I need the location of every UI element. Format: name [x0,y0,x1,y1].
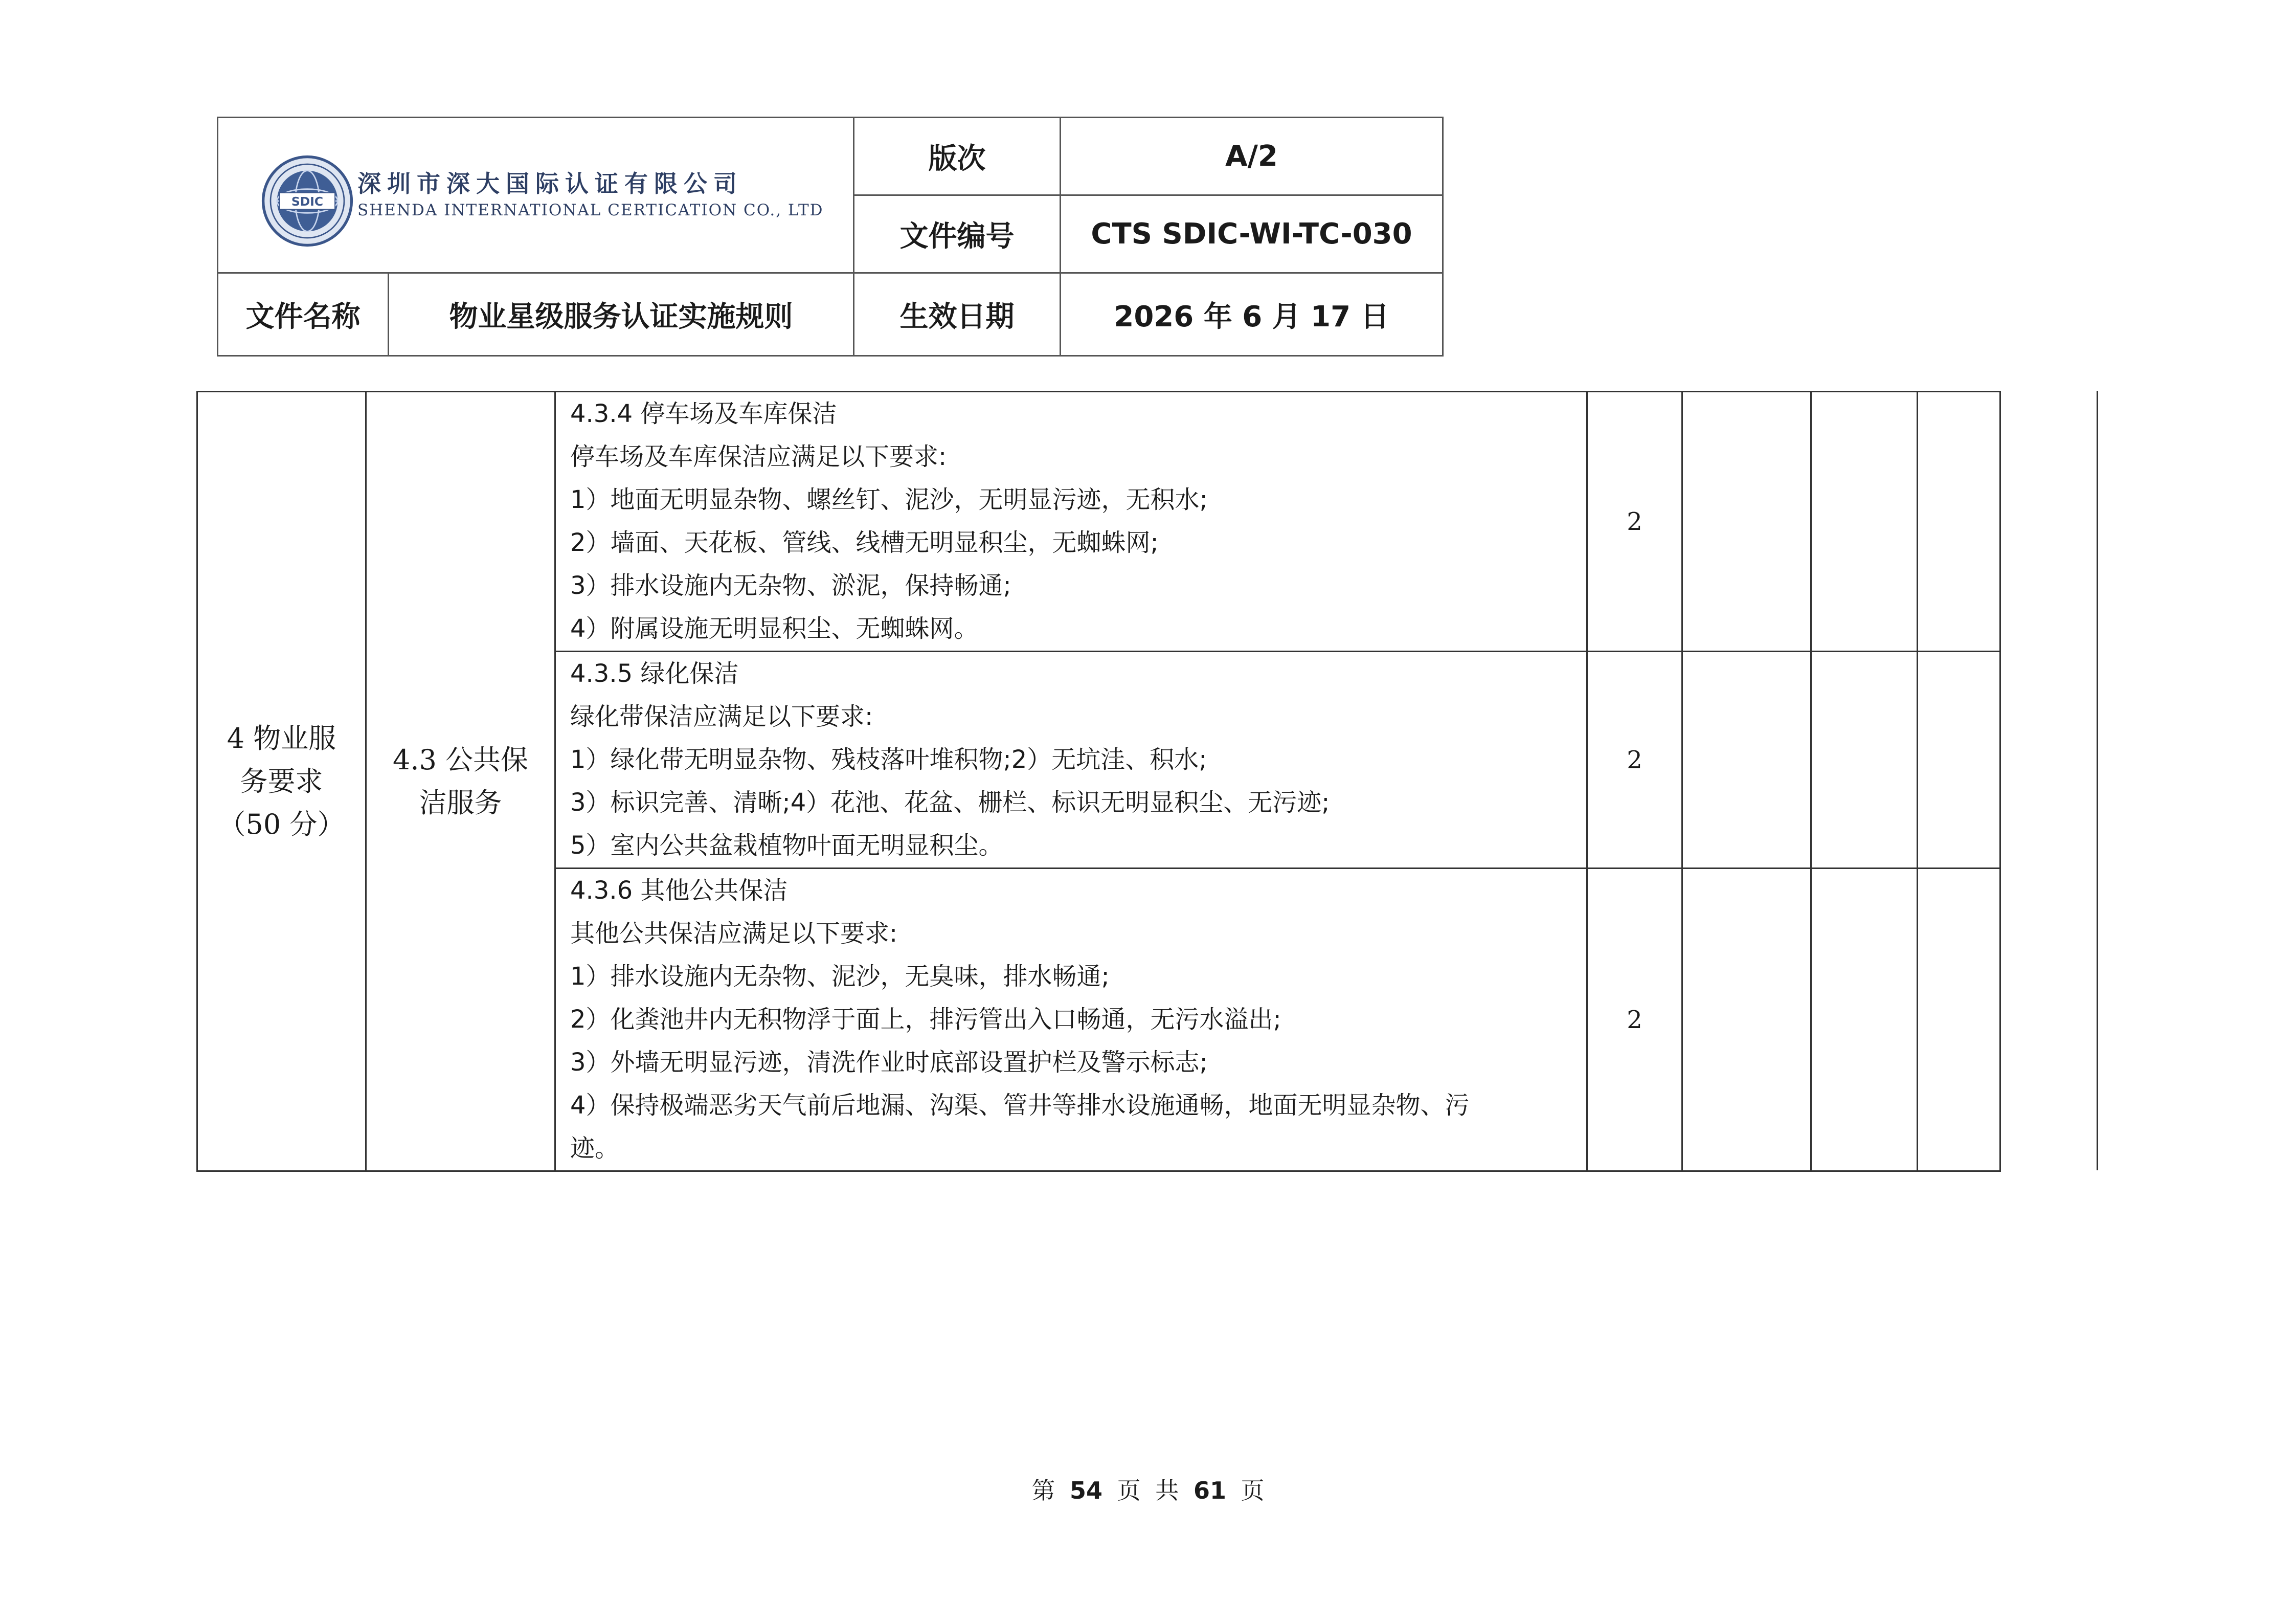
footer-middle: 页 共 [1117,1477,1179,1504]
requirement-line: 4）附属设施无明显积尘、无蜘蛛网。 [570,614,979,643]
version-value: A/2 [1061,118,1443,195]
category-cell [197,392,366,1171]
subcategory-line: 洁服务 [419,786,502,819]
requirement-line: 3）标识完善、清晰;4）花池、花盆、栅栏、标识无明显积尘、无污迹; [570,788,1330,817]
subcategory-line: 4.3 公共保 [392,743,529,776]
score-cell: 2 [1587,392,1682,652]
requirement-line: 3）外墙无明显污迹，清洗作业时底部设置护栏及警示标志; [570,1048,1208,1077]
requirement-line: 1）地面无明显杂物、螺丝钉、泥沙，无明显污迹，无积水; [570,485,1208,514]
doc-number-value: CTS SDIC-WI-TC-030 [1061,195,1443,273]
doc-number-label: 文件编号 [854,195,1061,273]
category-line: （50 分） [218,808,345,840]
company-seal-icon [261,155,353,247]
empty-cell [1811,652,1918,869]
requirement-line: 2）化粪池井内无积物浮于面上，排污管出入口畅通，无污水溢出; [570,1005,1281,1034]
requirement-cell [555,869,1587,1171]
score-cell: 2 [1587,652,1682,869]
doc-name-value: 物业星级服务认证实施规则 [389,273,854,356]
document-header [217,117,1444,357]
subcategory-cell [366,392,555,1171]
company-logo-cell [218,118,854,273]
empty-cell [1682,869,1811,1171]
requirement-cell [555,392,1587,652]
empty-cell [1918,652,2000,869]
requirement-title: 4.3.5 绿化保洁 [570,659,739,688]
empty-cell [1682,392,1811,652]
page-footer [0,1472,2296,1506]
requirement-line: 5）室内公共盆栽植物叶面无明显积尘。 [570,831,1003,860]
requirement-cell [555,652,1587,869]
empty-cell [1918,869,2000,1171]
requirement-line: 1）排水设施内无杂物、泥沙，无臭味，排水畅通; [570,962,1110,991]
company-name-cn: 深圳市深大国际认证有限公司 [357,170,743,197]
score-cell: 2 [1587,869,1682,1171]
footer-suffix: 页 [1241,1477,1265,1504]
assessment-table [196,391,2001,1172]
requirement-line: 绿化带保洁应满足以下要求: [570,702,873,731]
requirement-line: 停车场及车库保洁应满足以下要求: [570,442,947,471]
table-row [197,392,2000,652]
svg-text:SDIC: SDIC [291,194,324,209]
version-label: 版次 [854,118,1061,195]
company-name-en: SHENDA INTERNATIONAL CERTICATION CO., LTD [357,201,824,219]
effective-date-value: 2026 年 6 月 17 日 [1061,273,1443,356]
requirement-title: 4.3.6 其他公共保洁 [570,876,788,905]
page-number: 54 [1070,1477,1103,1504]
page-total: 61 [1193,1477,1226,1504]
footer-prefix: 第 [1031,1477,1055,1504]
requirement-line: 3）排水设施内无杂物、淤泥，保持畅通; [570,571,1011,600]
requirement-line: 迹。 [570,1134,620,1163]
requirement-line: 2）墙面、天花板、管线、线槽无明显积尘，无蜘蛛网; [570,528,1159,557]
doc-name-label: 文件名称 [218,273,389,356]
category-line: 4 物业服 [227,722,336,754]
requirement-title: 4.3.4 停车场及车库保洁 [570,399,837,428]
empty-cell [1811,869,1918,1171]
empty-cell [1811,392,1918,652]
effective-date-label: 生效日期 [854,273,1061,356]
category-line: 务要求 [240,765,323,797]
empty-cell [1682,652,1811,869]
requirement-line: 其他公共保洁应满足以下要求: [570,919,898,948]
right-border-line [2097,391,2098,1170]
empty-cell [1918,392,2000,652]
requirement-line: 4）保持极端恶劣天气前后地漏、沟渠、管井等排水设施通畅，地面无明显杂物、污 [570,1091,1470,1120]
requirement-line: 1）绿化带无明显杂物、残枝落叶堆积物;2）无坑洼、积水; [570,745,1207,774]
